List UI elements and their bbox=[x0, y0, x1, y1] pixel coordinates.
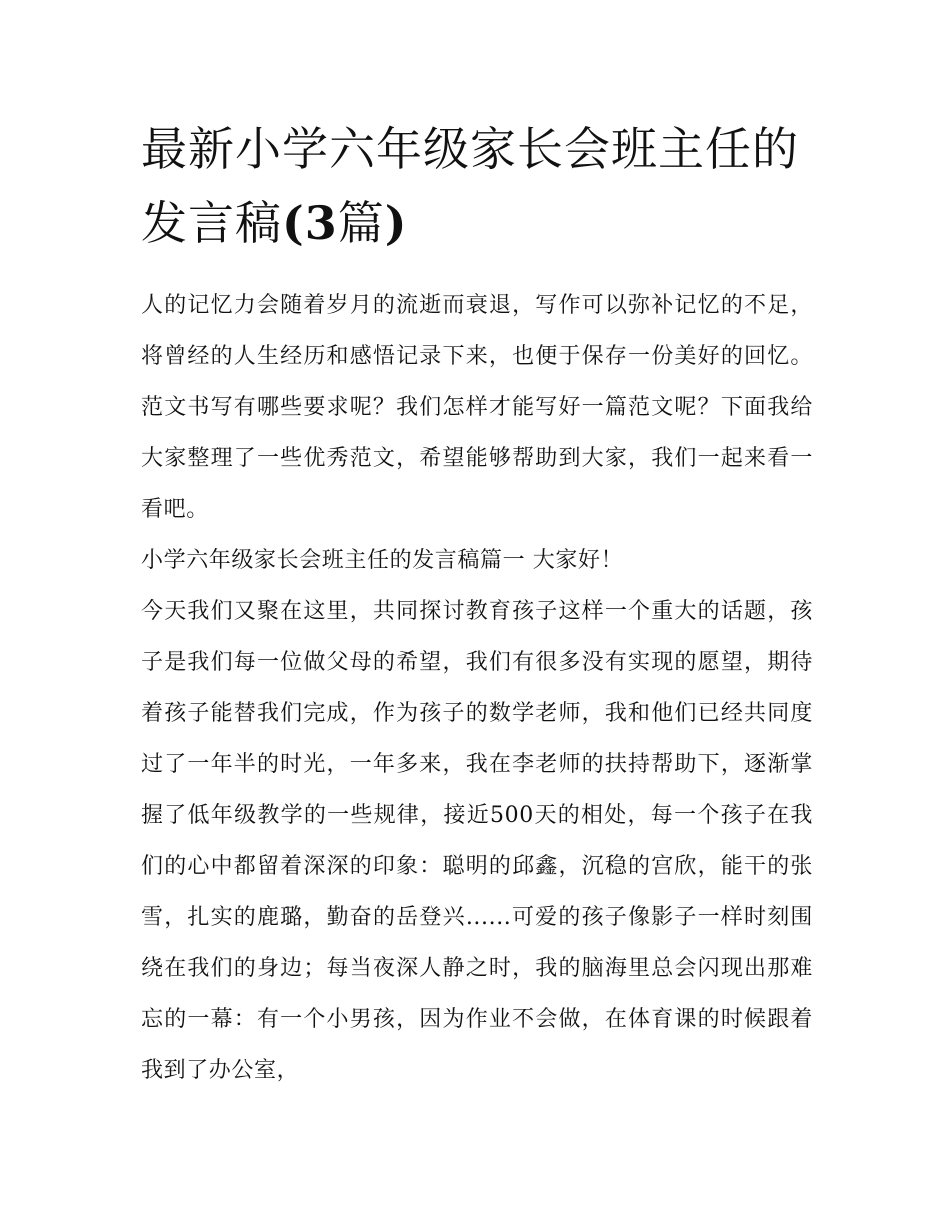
body-paragraph: 今天我们又聚在这里，共同探讨教育孩子这样一个重大的话题，孩子是我们每一位做父母的希望，我们有很多没有实现的愿望，期待着孩子能替我们完成，作为孩子的数学老师，我和他们已经共同度过了一年半的时光，一年多来，我在李老师的扶持帮助下，逐渐掌握了低年级教学的一些规律，接近500天的相处，每一个孩子在我们的心中都留着深深的印象：聪明的邱鑫，沉稳的宫欣，能干的张雪，扎实的鹿璐，勤奋的岳登兴......可爱的孩子像影子一样时刻围绕在我们的身边；每当夜深人静之时，我的脑海里总会闪现出那难忘的一幕：有一个小男孩，因为作业不会做，在体育课的时候跟着我到了办公室， bbox=[141, 599, 813, 1083]
section-heading: 小学六年级家长会班主任的发言稿篇一 大家好！ bbox=[141, 548, 624, 573]
title-text: 最新小学六年级家长会班主任的发言稿 bbox=[141, 122, 799, 250]
document-title bbox=[141, 112, 801, 260]
title-unit: 篇 bbox=[337, 196, 385, 250]
title-close-paren: ) bbox=[384, 196, 408, 250]
document-page bbox=[141, 112, 813, 1096]
intro-paragraph: 人的记忆力会随着岁月的流逝而衰退，写作可以弥补记忆的不足，将曾经的人生经历和感悟记录下来，也便于保存一份美好的回忆。范文书写有哪些要求呢？我们怎样才能写好一篇范文呢？下面我给大家整理了一些优秀范文，希望能够帮助到大家，我们一起来看一看吧。 bbox=[141, 293, 813, 522]
document-body bbox=[141, 280, 813, 1096]
title-count: (3 bbox=[282, 196, 338, 250]
